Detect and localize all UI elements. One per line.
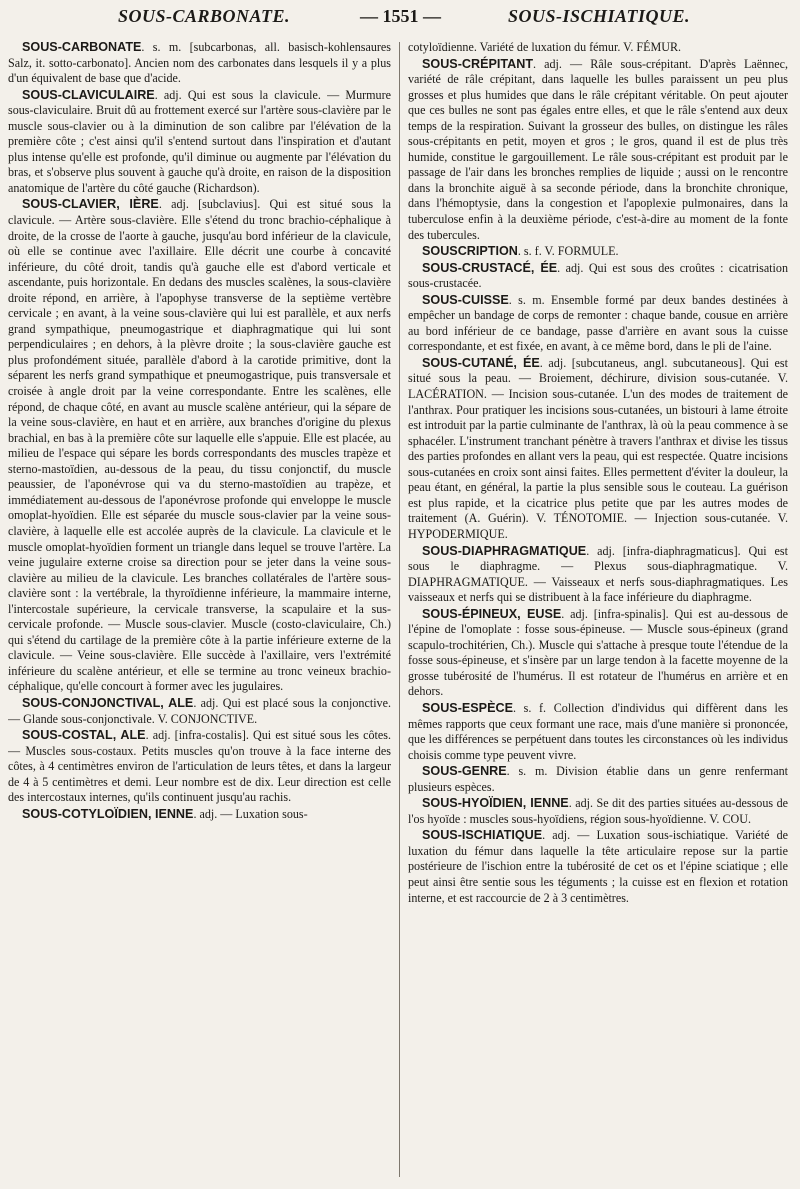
entry-text: . s. f. Collection d'individus qui diffèrent dans les mêmes rapports que ceux formant une race, mais d'une manière si prononcée, que les différences se perpétuent dans toutes les circonstances où les individus choisis comme type peuvent vivre. [408, 700, 788, 762]
dictionary-entry [408, 356, 788, 543]
entry-text: cotyloïdienne. Variété de luxation du fémur. V. FÉMUR. [408, 40, 682, 54]
page-number: — 1551 — [360, 6, 441, 26]
entry-headword: SOUS-CRÉPITANT [422, 56, 534, 71]
entry-text: . adj. [infra-spinalis]. Qui est au-dessous de l'épine de l'omoplate : fosse sous-épineuse. — Muscle sous-épineux (grand scapulo-trochitérien, Ch.). Muscle qui s'attache à presque toute l'étendue de la fosse sous-épineuse, et s'insère par un large tendon à la facette moyenne de la grosse tubérosité de l'humérus. Il est rotateur de l'humérus en arrière et en dehors. [408, 606, 788, 699]
entry-headword: SOUS-GENRE [422, 764, 507, 779]
entry-text: . adj. — Luxation sous-ischiatique. Variété de luxation du fémur dans laquelle la tête articulaire repose sur la partie postérieure de l'ischion entre la tubérosité de cet os et l'épine sciatique ; elle peut ainsi être sentie sous les téguments ; la cuisse est en flexion et rotation interne, et est raccourcie de 2 à 3 centimètres. [408, 828, 788, 905]
dictionary-entry [408, 607, 788, 700]
dictionary-entry [8, 197, 391, 695]
dictionary-entry [408, 57, 788, 244]
left-column [8, 40, 391, 1180]
dictionary-entry [408, 261, 788, 292]
entry-headword: SOUS-CLAVIER, IÈRE [22, 197, 159, 212]
right-column [408, 40, 788, 1180]
entry-text: . adj. Qui est placé sous la conjonctive. — Glande sous-conjonctivale. V. CONJONCTIVE. [8, 695, 391, 726]
dictionary-entry [8, 696, 391, 727]
entry-headword: SOUS-HYOÏDIEN, IENNE [422, 796, 569, 811]
entry-headword: SOUS-CONJONCTIVAL, ALE [22, 695, 194, 710]
header-left-guideword: SOUS-CARBONATE. [118, 6, 291, 26]
dictionary-entry [408, 544, 788, 606]
page-header [0, 6, 800, 36]
entry-text: . adj. [infra-diaphragmaticus]. Qui est sous le diaphragme. — Plexus sous-diaphragmatique. V. DIAPHRAGMATIQUE. — Vaisseaux et nerfs sous-diaphragmatiques. Les vaisseaux et nerfs qui se distribuent à la face inférieure du diaphragme. [408, 543, 788, 605]
entry-text: . s. f. V. FORMULE. [517, 244, 619, 259]
entry-text: . adj. [infra-costalis]. Qui est situé sous les côtes. — Muscles sous-costaux. Petits muscles qu'on trouve à la face interne des côtes, à 4 centimètres environ de l'articulation de leurs têtes, et dans la largeur de 4 à 5 centimètres et demi. Leur nombre est de dix. Leur direction est celle des intercostaux internes, qu'ils continuent jusqu'au rachis. [8, 728, 391, 805]
entry-text: . adj. Qui est sous la clavicule. — Murmure sous-claviculaire. Bruit dû au frottement exercé sur l'artère sous-clavière par le muscle sous-clavier ou à la diminution de son calibre par l'élévation de la première côte ; c'est ainsi qu'il s'entend surtout dans l'inspiration et d'autant plus intense qu'elle est profonde, qu'il diminue ou augmente par l'élévation du bras, et s'observe plus souvent à gauche qu'à droite, en raison de la disposition anatomique de l'artère du côté gauche (Richardson). [8, 87, 391, 195]
dictionary-entry-continuation [408, 40, 788, 56]
entry-headword: SOUS-CUISSE [422, 292, 509, 307]
entry-text: . adj. — Râle sous-crépitant. D'après Laënnec, variété de râle crépitant, dans laquelle les bulles paraissent un peu plus grosses et plus humides que dans le râle crépitant véritable. On peut ajouter que ces bulles ne sont pas égales entre elles, et que le râle s'entend aux deux temps de la respiration. Suivant la grosseur des bulles, on distingue les râles sous-crépitants en petit, moyen et gros ; le gros, quand il est de plus très humide, constitue le gargouillement. Le râle sous-crépitant est produit par le passage de l'air dans les bronches remplies de liquide ; aussi on le rencontre dans la bronchite aiguë à sa seconde période, dans la bronchite chronique, dans l'hémoptysie, dans la congestion et l'apoplexie pulmonaires, dans la tuberculose enfin à la deuxième période, c'est-à-dire au moment de la fonte des tubercules. [408, 56, 788, 242]
entry-text: . s. m. [subcarbonas, all. basisch-kohlensaures Salz, it. sotto-carbonato]. Ancien nom des carbonates dans lesquels il y a plus d'un équivalent de base que d'acide. [8, 40, 391, 86]
entry-text: . adj. Qui est sous des croûtes : cicatrisation sous-crustacée. [408, 260, 788, 291]
entry-headword: SOUS-CRUSTACÉ, ÉE [422, 260, 558, 275]
dictionary-entry [408, 701, 788, 763]
dictionary-entry [8, 40, 391, 87]
dictionary-entry [8, 728, 391, 806]
dictionary-entry [8, 88, 391, 197]
entry-headword: SOUS-DIAPHRAGMATIQUE [422, 543, 587, 558]
entry-headword: SOUS-ESPÈCE [422, 700, 513, 715]
column-divider [399, 42, 400, 1177]
entry-headword: SOUS-ISCHIATIQUE [422, 828, 543, 843]
dictionary-entry [408, 293, 788, 355]
entry-headword: SOUS-CLAVICULAIRE [22, 87, 155, 102]
entry-headword: SOUS-CARBONATE [22, 40, 142, 54]
entry-text: . adj. [subclavius]. Qui est situé sous la clavicule. — Artère sous-clavière. Elle s'étend du tronc brachio-céphalique à droite, de la crosse de l'aorte à gauche, jusqu'au bord inférieur de la clavicule, où elle se continue avec l'axillaire. Elle décrit une courbe à concavité inférieure, du côté droit, tandis qu'à gauche elle est d'abord verticale et ascendante, puis horizontale. En dedans des muscles scalènes, la sous-clavière droite répond, en arrière, à l'apophyse transverse de la septième vertèbre cervicale ; en avant, à la veine sous-clavière qui lui est parallèle, et aux nerfs grand sympathique, pneumogastrique et diaphragmatique qui lui sont perpendiculaires ; en dehors, à la plèvre droite ; la sous-clavière gauche est plus profondément située, parallèle d'abord à la carotide primitive, dont la séparent les nerfs grand sympathique et pneumogastrique, puis transversale et croisée à angle droit par la veine correspondante. Entre les scalènes, elle répond, de chaque côté, en avant au muscle scalène antérieur, qui la sépare de la veine sous-clavière, en haut et en arrière, aux branches d'origine du plexus brachial, en bas à la première côte sur laquelle elle s'appuie. Elle est placée, au milieu de l'espace qui sépare les bords correspondants des muscles trapèze et sterno-mastoïdien, au-dessous de la peau, du tissu conjonctif, du muscle peaussier, de l'aponévrose qui va du sterno-mastoïdien au trapèze, et immédiatement au-dessous de l'aponévrose profonde qui enveloppe le muscle omoplat-hyoïdien. Elle est séparée du muscle sous-clavier par la veine sous-clavière, à laquelle elle est accolée auprès de la clavicule. La clavicule et le muscle omoplat-hyoïdien forment un triangle dans lequel se trouve l'artère. La veine jugulaire externe croise sa direction pour se jeter dans la veine sous-clavière au milieu de la clavicule. Les branches collatérales de l'artère sous-clavière sont : la vertébrale, la thyroïdienne inférieure, la mammaire interne, l'intercostale supérieure, la cervicale transverse, la scapulaire et la sus-cervicale profonde. — Muscle sous-clavier. Muscle (costo-claviculaire, Ch.) qui s'étend du cartilage de la première côte à la partie inférieure externe de la clavicule. — Veine sous-clavière. Elle succède à l'axillaire, vers l'extrémité inférieure du scalène antérieur, et elle se termine au tronc veineux brachio-céphalique, qu'elle concourt à former avec les jugulaires. [8, 197, 391, 694]
entry-text: . s. m. Ensemble formé par deux bandes destinées à empêcher un bandage de corps de remonter : chaque bande, cousue en arrière au bord inférieur de ce bandage, passe d'arrière en avant sous la cuisse correspondante, et est fixée, en avant, à ce même bord, dans le pli de l'aine. [408, 292, 788, 354]
entry-headword: SOUS-COTYLOÏDIEN, IENNE [22, 806, 194, 821]
entry-text: . s. m. Division établie dans un genre renfermant plusieurs espèces. [408, 764, 788, 794]
entry-headword: SOUS-CUTANÉ, ÉE [422, 355, 540, 370]
entry-text: . adj. [subcutaneus, angl. subcutaneous]. Qui est situé sous la peau. — Broiement, déchirure, division sous-cutanée. V. LACÉRATION. — Incision sous-cutanée. L'un des modes de traitement de l'anthrax. Pour pratiquer les incisions sous-cutanées, un bistouri à lame étroite est introduit par la partie culminante de l'anthrax, là où la peau commence à se sphacéler. L'instrument tranchant pénètre à travers l'anthrax et divise les tissus des parties profondes en allant vers la peau, qui est respectée. Quatre incisions sous-cutanées en croix sont ainsi faites. Elles permettent d'éviter la douleur, la peau étant, en général, la partie la plus sensible sous le couteau. La guérison est plus rapide, et la cicatrice plus petite que par les autres modes de traitement (A. Guérin). V. TÉNOTOMIE. — Injection sous-cutanée. V. HYPODERMIQUE. [408, 355, 788, 541]
dictionary-entry [408, 764, 788, 795]
dictionary-entry [408, 244, 788, 260]
dictionary-entry [408, 828, 788, 906]
header-right-guideword: SOUS-ISCHIATIQUE. [508, 6, 691, 26]
entry-headword: SOUS-COSTAL, ALE [22, 728, 146, 743]
entry-text: . adj. Se dit des parties situées au-dessous de l'os hyoïde : muscles sous-hyoïdiens, région sous-hyoïdienne. V. COU. [408, 796, 788, 826]
entry-text: . adj. — Luxation sous- [193, 806, 308, 821]
dictionary-entry [8, 807, 391, 823]
entry-headword: SOUS-ÉPINEUX, EUSE [422, 606, 562, 621]
entry-headword: SOUSCRIPTION [422, 244, 518, 259]
dictionary-entry [408, 796, 788, 827]
